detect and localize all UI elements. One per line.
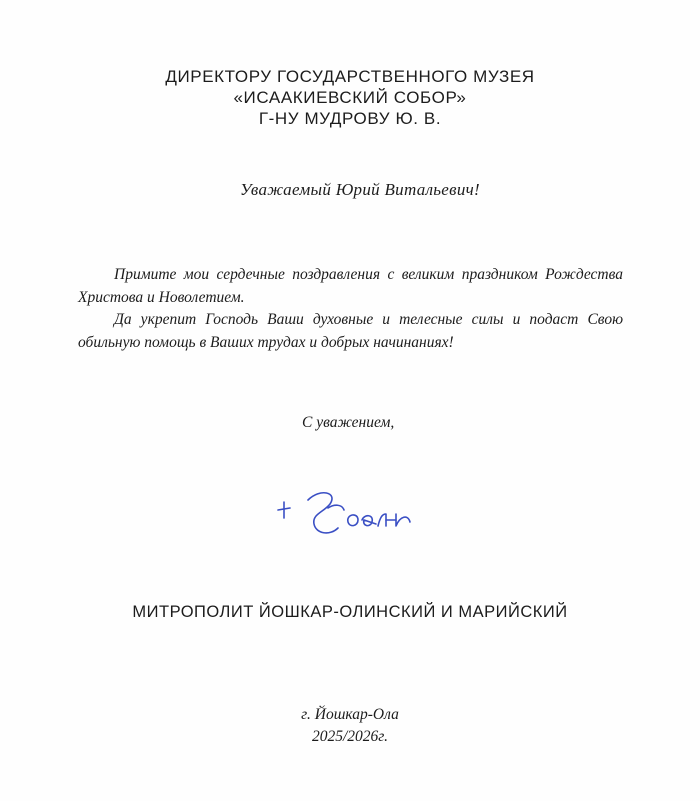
addressee-line-3: Г-НУ МУДРОВУ Ю. В. — [258, 109, 442, 128]
body-paragraph-2: Да укрепит Господь Ваши духовные и телесные силы и подаст Свою обильную помощь в Ваших трудах и добрых начинаниях! — [78, 311, 623, 351]
letter-body — [78, 264, 623, 354]
body-paragraph-1: Примите мои сердечные поздравления с великим праздником Рождества Христова и Новолетием. — [78, 266, 623, 306]
signatory-title: МИТРОПОЛИТ ЙОШКАР-ОЛИНСКИЙ И МАРИЙСКИЙ — [132, 603, 568, 621]
date: 2025/2026г. — [311, 728, 389, 745]
addressee-line-2: «ИСААКИЕВСКИЙ СОБОР» — [233, 88, 467, 107]
addressee-line-1: ДИРЕКТОРУ ГОСУДАРСТВЕННОГО МУЗЕЯ — [165, 67, 535, 86]
place: г. Йошкар-Ола — [301, 706, 399, 723]
closing-phrase: С уважением, — [302, 414, 395, 431]
handwritten-signature — [268, 478, 458, 548]
place-date-block — [0, 704, 700, 748]
signature-strokes — [278, 493, 410, 533]
addressee-block — [0, 66, 700, 129]
greeting: Уважаемый Юрий Витальевич! — [239, 180, 481, 199]
